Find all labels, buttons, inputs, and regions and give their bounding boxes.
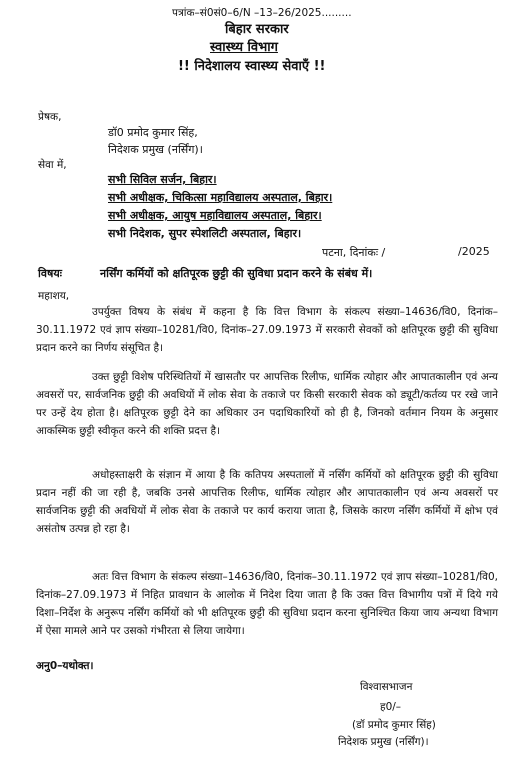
reference-number: पत्रांक–सं0सं0–6/N –13–26/2025......... [172, 7, 352, 19]
subject-label: विषयः [38, 267, 62, 280]
recipient-item: सभी अधीक्षक, चिकित्सा महाविद्यालय अस्पताल, बिहार। [108, 191, 333, 204]
place-date: पटना, दिनांकः / [322, 246, 386, 259]
salutation: महाशय, [38, 290, 70, 302]
recipient-item: सभी सिविल सर्जन, बिहार। [108, 173, 217, 186]
government-heading: बिहार सरकार [225, 22, 289, 37]
signatory-designation: निदेशक प्रमुख (नर्सिंग)। [338, 736, 429, 748]
department-heading: स्वास्थ्य विभाग [210, 40, 278, 55]
enclosure-note: अनु0–यथोक्त। [36, 660, 94, 672]
sender-name: डॉ0 प्रमोद कुमार सिंह, [108, 126, 198, 139]
body-paragraph: अतः वित्त विभाग के संकल्प संख्या–14636/वि0, दिनांक–30.11.1972 एवं ज्ञाप संख्या–10281/वि0, दिनांक–27.09.1973 में निहित प्रावधान के आलोक में निदेश दिया जाता है कि उक्त वित्त विभागीय पत्रों में दिये गये दिशा–निर्देश के अनुरूप नर्सिंग कर्मियों को भी क्षतिपूरक छुट्टी की सुविधा प्रदान करना सुनिश्चित किया जाय अन्यथा विभाग में ऐसा मामले आने पर उसको गंभीरता से लिया जायेगा। [36, 571, 498, 637]
recipient-item: सभी अधीक्षक, आयुष महाविद्यालय अस्पताल, बिहार। [108, 209, 322, 222]
signed-mark: ह0/– [380, 701, 402, 713]
recipient-item: सभी निदेशक, सुपर स्पेशलिटी अस्पताल, बिहार। [108, 227, 302, 240]
sender-designation: निदेशक प्रमुख (नर्सिंग)। [108, 143, 203, 156]
body-paragraph: उक्त छुट्टी विशेष परिस्थितियों में खासतौर पर आपत्तिक रिलीफ, धार्मिक त्योहार और आपातकालीन एवं अन्य अवसरों पर, सार्वजनिक छुट्टी की अवधियों में लोक सेवा के तकाजे पर किसी सरकारी सेवक को ड्यूटी/कर्तव्य पर रखे जाने पर उन्हें देय होता है। क्षतिपूरक छुट्टी देने का अधिकार उन पदाधिकारियों को ही है, जिनको वर्तमान नियम के अनुसार आकस्मिक छुट्टी स्वीकृत करने की शक्ति प्रदत्त है। [36, 371, 498, 437]
signatory-name: (डॉ प्रमोद कुमार सिंह) [352, 719, 436, 731]
closing-text: विश्वासभाजन [360, 681, 413, 693]
recipients-label: सेवा में, [38, 159, 67, 171]
date-year: /2025 [458, 245, 490, 258]
body-paragraph: अधोहस्ताक्षरी के संज्ञान में आया है कि कतिपय अस्पतालों में नर्सिंग कर्मियों को क्षतिपूरक छुट्टी की सुविधा प्रदान नहीं की जा रही है, जबकि उनसे आपत्तिक रिलीफ, धार्मिक त्योहार और आपातकालीन एवं अन्य अवसरों पर सार्वजनिक छुट्टी की अवधियों में लोक सेवा के तकाजे पर कार्य कराया जाता है, जिसके कारण नर्सिंग कर्मियों में क्षोभ एवं असंतोष उत्पन्न हो रहा है। [36, 469, 498, 535]
body-paragraph: उपर्युक्त विषय के संबंध में कहना है कि वित्त विभाग के संकल्प संख्या–14636/वि0, दिनांक–30.11.1972 एवं ज्ञाप संख्या–10281/वि0, दिनांक–27.09.1973 में सरकारी सेवकों को क्षतिपूरक छुट्टी की सुविधा प्रदान करने का निर्णय संसूचित है। [36, 306, 498, 354]
sender-label: प्रेषक, [38, 111, 62, 123]
directorate-heading: !! निदेशालय स्वास्थ्य सेवाएँ !! [178, 59, 326, 74]
subject-text: नर्सिंग कर्मियों को क्षतिपूरक छुट्टी की सुविधा प्रदान करने के संबंध में। [100, 267, 373, 280]
